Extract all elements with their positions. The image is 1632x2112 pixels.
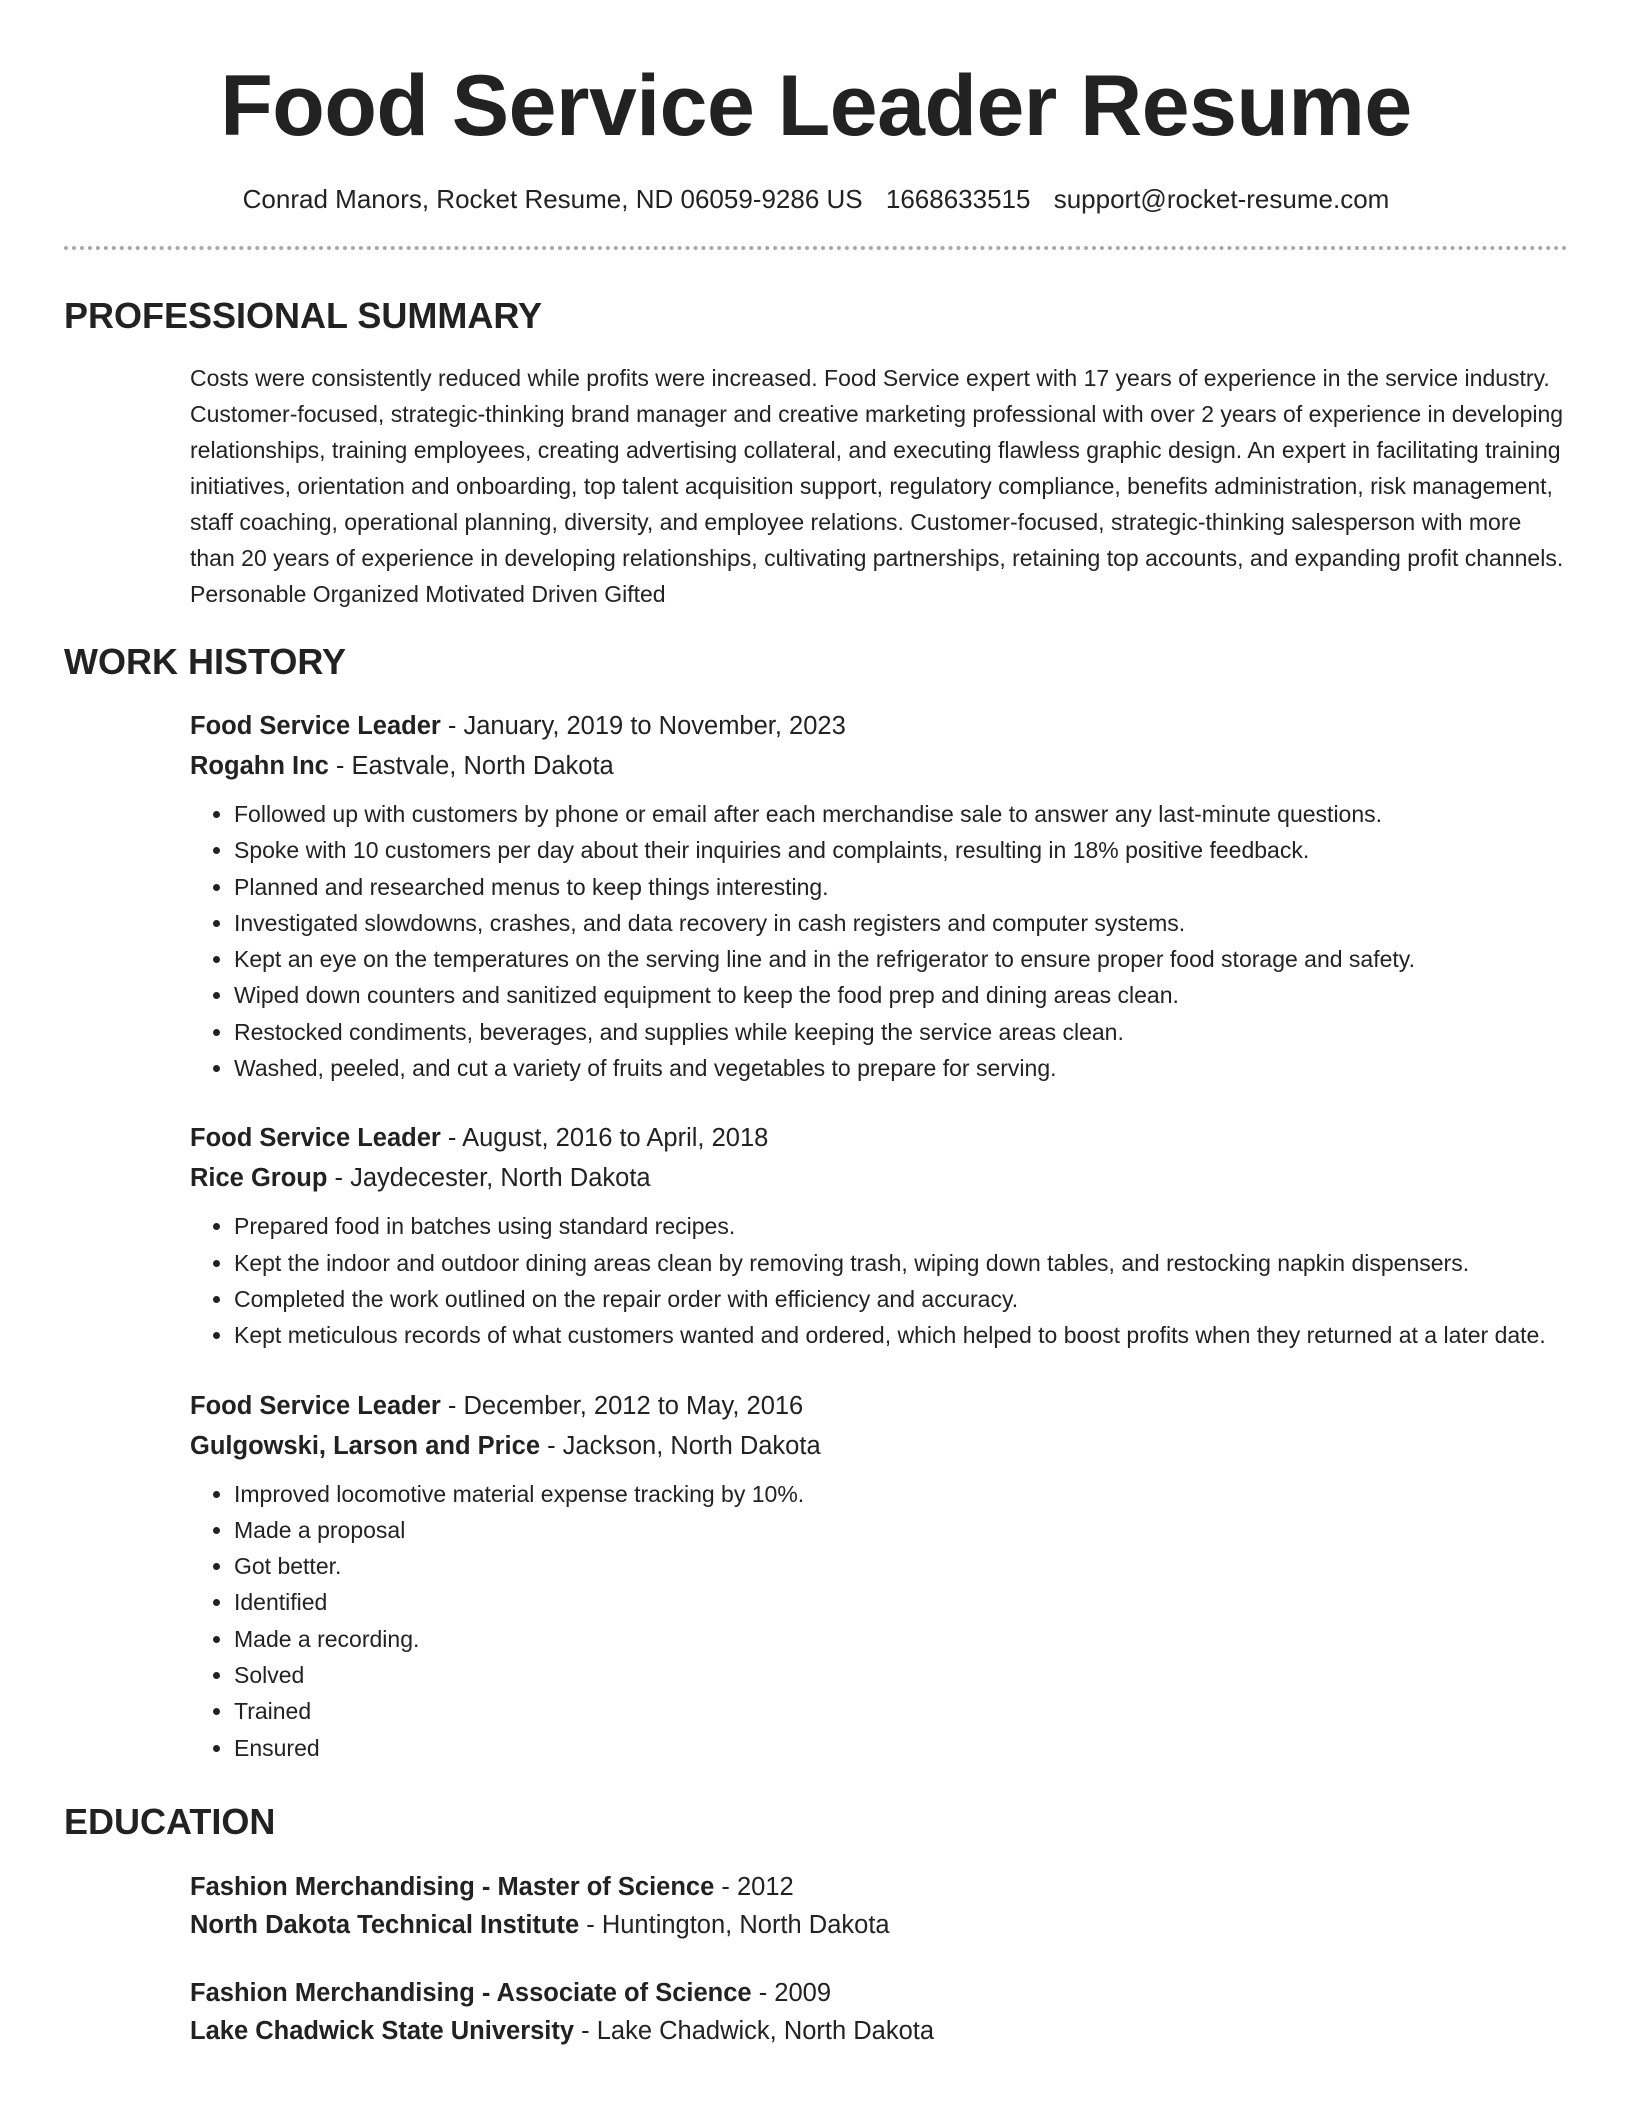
- job-company: Rogahn Inc: [190, 752, 329, 780]
- contact-line: [64, 182, 1568, 216]
- education-degree: Fashion Merchandising - Master of Science: [190, 1872, 715, 1901]
- list-item: • Investigated slowdowns, crashes, and data recovery in cash registers and computer systems.: [234, 905, 1568, 941]
- education-section: [190, 1868, 1568, 2050]
- job-entry: [190, 706, 1568, 1086]
- job-title: Food Service Leader: [190, 1124, 441, 1153]
- education-year: - 2012: [714, 1872, 794, 1901]
- education-heading: EDUCATION: [64, 1800, 276, 1842]
- contact-email: support@rocket-resume.com: [1053, 184, 1390, 214]
- education-entry: [190, 1868, 1568, 1944]
- resume-title: Food Service Leader Resume: [220, 58, 1412, 154]
- list-item: • Ensured: [234, 1730, 1568, 1766]
- list-item: • Planned and researched menus to keep things interesting.: [234, 869, 1568, 905]
- education-entry: [190, 1974, 1568, 2050]
- job-company: Gulgowski, Larson and Price: [190, 1431, 541, 1460]
- contact-address: Conrad Manors, Rocket Resume, ND 06059-9286 US: [242, 184, 863, 214]
- job-title: Food Service Leader: [190, 712, 441, 740]
- job-dates: - August, 2016 to April, 2018: [440, 1124, 769, 1153]
- job-bullets: [190, 1476, 1568, 1766]
- summary-section: [190, 360, 1568, 612]
- list-item: • Trained: [234, 1693, 1568, 1729]
- list-item: • Solved: [234, 1657, 1568, 1693]
- job-bullets: [190, 796, 1568, 1086]
- summary-heading: PROFESSIONAL SUMMARY: [64, 295, 543, 336]
- list-item: • Made a recording.: [234, 1621, 1568, 1657]
- job-dates: - December, 2012 to May, 2016: [440, 1391, 804, 1420]
- list-item: • Kept an eye on the temperatures on the serving line and in the refrigerator to ensure proper food storage and safety.: [234, 941, 1568, 977]
- job-company-line: [190, 1158, 1568, 1198]
- job-bullets: [190, 1208, 1568, 1353]
- education-school: North Dakota Technical Institute: [190, 1910, 580, 1939]
- job-location: - Jackson, North Dakota: [540, 1431, 821, 1460]
- education-location: - Huntington, North Dakota: [579, 1910, 890, 1939]
- summary-text: Costs were consistently reduced while profits were increased. Food Service expert with 17 years of experience in the service industry. Customer-focused, strategic-thinking brand manager and creative marketing professional with over 2 years of experience in developing relationships, training employees, creating advertising collateral, and executing flawless graphic design. An expert in facilitating training initiatives, orientation and onboarding, top talent acquisition support, regulatory compliance, benefits administration, risk management, staff coaching, operational planning, diversity, and employee relations. Customer-focused, strategic-thinking salesperson with more than 20 years of experience in developing relationships, cultivating partnerships, retaining top accounts, and expanding profit channels. Personable Organized Motivated Driven Gifted: [190, 365, 1564, 607]
- list-item: • Washed, peeled, and cut a variety of fruits and vegetables to prepare for serving.: [234, 1050, 1568, 1086]
- education-degree: Fashion Merchandising - Associate of Science: [190, 1978, 752, 2007]
- list-item: • Identified: [234, 1584, 1568, 1620]
- education-school: Lake Chadwick State University: [190, 2016, 575, 2045]
- job-company: Rice Group: [190, 1164, 328, 1193]
- resume-page: [64, 0, 1568, 2050]
- list-item: • Kept meticulous records of what customers wanted and ordered, which helped to boost profits when they returned at a later date.: [234, 1317, 1568, 1353]
- list-item: • Kept the indoor and outdoor dining areas clean by removing trash, wiping down tables, and restocking napkin dispensers.: [234, 1245, 1568, 1281]
- job-location: - Eastvale, North Dakota: [328, 752, 614, 780]
- work-history-heading: WORK HISTORY: [64, 641, 347, 682]
- list-item: • Spoke with 10 customers per day about their inquiries and complaints, resulting in 18% positive feedback.: [234, 832, 1568, 868]
- education-school-line: [190, 2012, 1568, 2050]
- education-year: - 2009: [751, 1978, 832, 2007]
- education-degree-line: [190, 1868, 1568, 1906]
- job-title: Food Service Leader: [190, 1391, 441, 1420]
- list-item: • Made a proposal: [234, 1512, 1568, 1548]
- list-item: • Wiped down counters and sanitized equipment to keep the food prep and dining areas clean.: [234, 977, 1568, 1013]
- job-entry: [190, 1386, 1568, 1766]
- job-title-line: [190, 1386, 1568, 1426]
- job-company-line: [190, 746, 1568, 786]
- job-company-line: [190, 1426, 1568, 1466]
- education-degree-line: [190, 1974, 1568, 2012]
- job-location: - Jaydecester, North Dakota: [327, 1164, 651, 1193]
- contact-phone: 1668633515: [885, 184, 1031, 214]
- header-divider: [64, 246, 1568, 250]
- list-item: • Got better.: [234, 1548, 1568, 1584]
- list-item: • Restocked condiments, beverages, and supplies while keeping the service areas clean.: [234, 1014, 1568, 1050]
- job-title-line: [190, 1118, 1568, 1158]
- education-school-line: [190, 1906, 1568, 1944]
- work-history-section: [190, 706, 1568, 1766]
- job-entry: [190, 1118, 1568, 1353]
- list-item: • Prepared food in batches using standard recipes.: [234, 1208, 1568, 1244]
- job-dates: - January, 2019 to November, 2023: [440, 712, 846, 740]
- list-item: • Completed the work outlined on the repair order with efficiency and accuracy.: [234, 1281, 1568, 1317]
- list-item: • Followed up with customers by phone or email after each merchandise sale to answer any last-minute questions.: [234, 796, 1568, 832]
- education-location: - Lake Chadwick, North Dakota: [574, 2016, 935, 2045]
- job-title-line: [190, 706, 1568, 746]
- list-item: • Improved locomotive material expense tracking by 10%.: [234, 1476, 1568, 1512]
